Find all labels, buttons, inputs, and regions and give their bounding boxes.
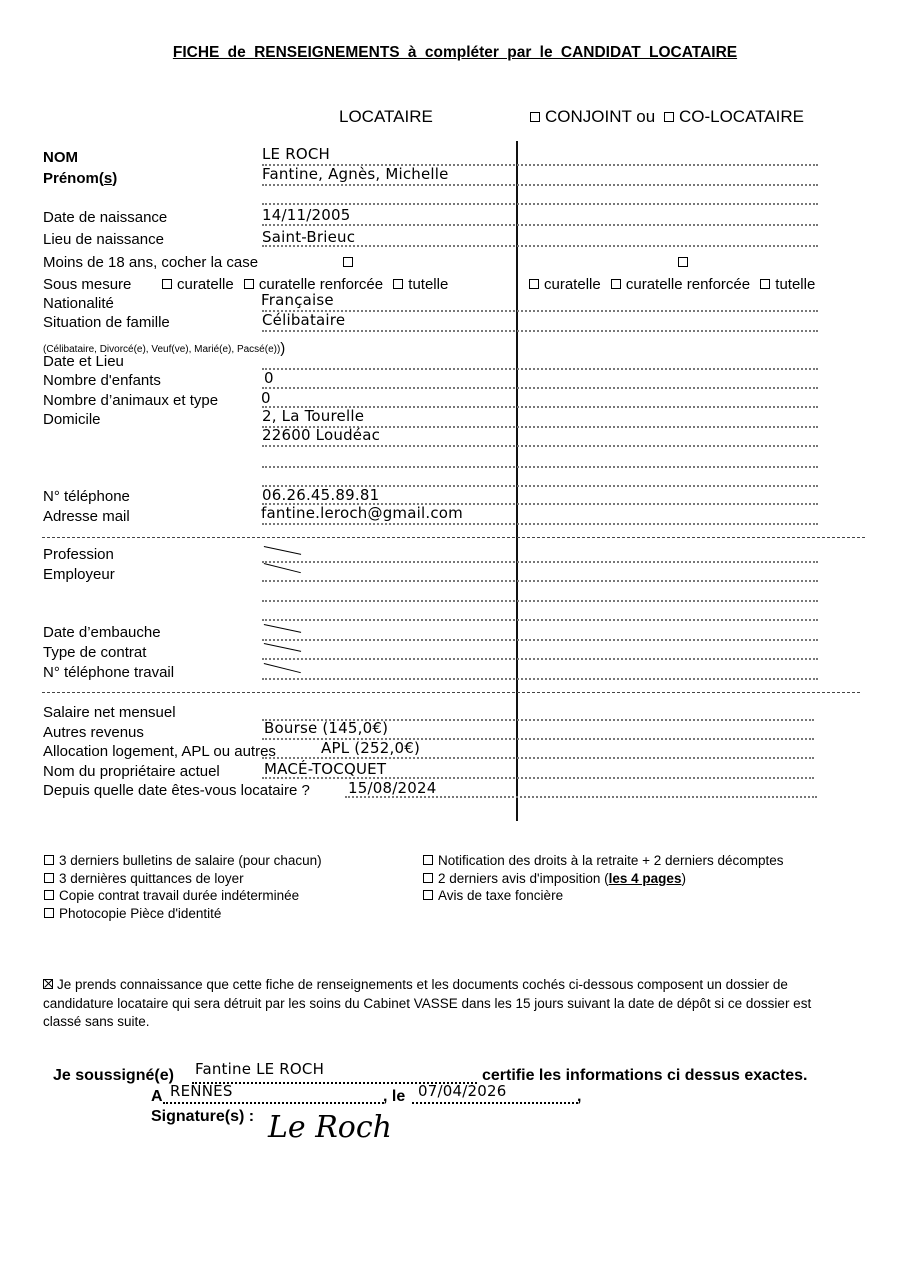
dotted-line-tel-travail (262, 678, 818, 680)
mesure-options-locataire: curatelle curatelle renforcée tutelle (162, 276, 448, 293)
label-sous-mesure: Sous mesure (43, 276, 132, 293)
dotted-line-situation (262, 330, 818, 332)
value-soussigne[interactable]: Fantine LE ROCH (195, 1060, 325, 1078)
dotted-line-employeur (262, 580, 818, 582)
dotted-line-domicile-3 (262, 466, 818, 468)
a-label: A (151, 1088, 163, 1105)
signature-label: Signature(s) : (151, 1108, 255, 1125)
dotted-line-nationalite (262, 310, 818, 312)
section-separator-2 (42, 692, 860, 693)
label-depuis: Depuis quelle date êtes-vous locataire ? (43, 782, 310, 799)
moins-18-checkbox-conjoint[interactable] (678, 257, 688, 267)
colocataire-label: CO-LOCATAIRE (678, 107, 804, 126)
label-nationalite: Nationalité (43, 295, 114, 312)
label-date-lieu: Date et Lieu (43, 353, 124, 370)
not-applicable-stroke-date-embauche (264, 624, 301, 633)
value-animaux[interactable]: 0 (261, 389, 271, 407)
document-checkbox[interactable] (44, 908, 54, 918)
not-applicable-stroke-employeur (264, 563, 301, 573)
label-autres-revenus: Autres revenus (43, 724, 144, 741)
document-item: 3 dernières quittances de loyer (44, 871, 244, 886)
document-checkbox[interactable] (423, 873, 433, 883)
value-nationalite[interactable]: Française (261, 291, 334, 309)
dotted-line-employeur-3 (262, 619, 818, 621)
value-domicile-line2[interactable]: 22600 Loudéac (262, 426, 381, 444)
label-salaire: Salaire net mensuel (43, 704, 176, 721)
dotted-line-employeur-2 (262, 600, 818, 602)
column-header-locataire: LOCATAIRE (339, 107, 433, 126)
dotted-line-date-lieu (262, 368, 818, 370)
label-lieu-naissance: Lieu de naissance (43, 231, 164, 248)
page-title: FICHE de RENSEIGNEMENTS à compléter par le CANDIDAT LOCATAIRE (172, 44, 738, 61)
not-applicable-stroke-profession (264, 546, 301, 555)
value-lieu-naissance[interactable]: Saint-Brieuc (262, 228, 356, 246)
colocataire-checkbox[interactable] (664, 112, 674, 122)
value-allocation[interactable]: APL (252,0€) (321, 739, 421, 757)
value-telephone[interactable]: 06.26.45.89.81 (262, 486, 380, 504)
mesure-options-conjoint: curatelle curatelle renforcée tutelle (529, 276, 815, 293)
curatelle-renforcee-checkbox-conjoint[interactable] (611, 279, 621, 289)
document-checkbox[interactable] (44, 873, 54, 883)
label-mail: Adresse mail (43, 508, 130, 525)
dotted-line-profession (262, 561, 818, 563)
curatelle-renforcee-checkbox-locataire[interactable] (244, 279, 254, 289)
dotted-line-allocation (262, 757, 814, 759)
curatelle-checkbox-conjoint[interactable] (529, 279, 539, 289)
label-proprietaire: Nom du propriétaire actuel (43, 763, 220, 780)
soussigne-label: Je soussigné(e) (53, 1067, 174, 1084)
label-profession: Profession (43, 546, 114, 563)
label-animaux: Nombre d’animaux et type (43, 392, 219, 409)
handwritten-signature[interactable]: Le Roch (268, 1110, 392, 1145)
dotted-line-le (412, 1102, 578, 1104)
dotted-line-domicile-2 (262, 445, 818, 447)
value-date-naissance[interactable]: 14/11/2005 (262, 206, 351, 224)
not-applicable-stroke-type-contrat (264, 643, 301, 652)
situation-hint: (Célibataire, Divorcé(e), Veuf(ve), Marié(e), Pacsé(e))) (43, 340, 286, 357)
document-item: 3 derniers bulletins de salaire (pour chacun) (44, 853, 322, 868)
value-depuis[interactable]: 15/08/2024 (348, 779, 437, 797)
column-header-conjoint (530, 107, 804, 127)
not-applicable-stroke-tel-travail (264, 663, 301, 673)
label-domicile: Domicile (43, 411, 101, 428)
dotted-line-date-naissance (262, 224, 818, 226)
section-separator-1 (42, 537, 865, 538)
dotted-line-prenom-2 (262, 203, 818, 205)
label-situation: Situation de famille (43, 314, 170, 331)
value-a[interactable]: RENNES (170, 1082, 233, 1100)
value-prenom[interactable]: Fantine, Agnès, Michelle (262, 165, 449, 183)
tutelle-checkbox-locataire[interactable] (393, 279, 403, 289)
dotted-line-a (163, 1102, 384, 1104)
le-label: , le (383, 1088, 406, 1105)
label-employeur: Employeur (43, 566, 115, 583)
label-date-embauche: Date d’embauche (43, 624, 161, 641)
dotted-line-type-contrat (262, 658, 818, 660)
document-checkbox[interactable] (44, 890, 54, 900)
document-item: Photocopie Pièce d'identité (44, 906, 221, 921)
label-allocation: Allocation logement, APL ou autres (43, 743, 276, 760)
value-le[interactable]: 07/04/2026 (418, 1082, 507, 1100)
consent-paragraph (43, 976, 823, 1032)
label-prenom: Prénom(s) (43, 170, 118, 187)
value-autres-revenus[interactable]: Bourse (145,0€) (264, 719, 389, 737)
document-item: Avis de taxe foncière (423, 888, 563, 903)
value-enfants[interactable]: 0 (264, 369, 274, 387)
tutelle-checkbox-conjoint[interactable] (760, 279, 770, 289)
certifie-text: certifie les informations ci dessus exactes. (482, 1067, 808, 1084)
value-nom[interactable]: LE ROCH (262, 145, 330, 163)
label-date-naissance: Date de naissance (43, 209, 168, 226)
conjoint-label: CONJOINT ou (545, 107, 656, 126)
label-telephone: N° téléphone (43, 488, 130, 505)
label-enfants: Nombre d'enfants (43, 372, 161, 389)
value-mail[interactable]: fantine.leroch@gmail.com (261, 504, 463, 522)
document-item: 2 derniers avis d'imposition (les 4 pages) (423, 871, 686, 886)
value-domicile-line1[interactable]: 2, La Tourelle (262, 407, 365, 425)
label-tel-travail: N° téléphone travail (43, 664, 175, 681)
value-situation[interactable]: Célibataire (262, 311, 346, 329)
consent-text: Je prends connaissance que cette fiche de renseignements et les documents cochés ci-dessous composent un dossier de candidature locataire qui sera détruit par les soins du Cabinet VASSE dans les 15 jours suivant la date de dépôt si ce dossier est classé sans suite. (43, 977, 812, 1029)
conjoint-checkbox[interactable] (530, 112, 540, 122)
document-checkbox[interactable] (423, 855, 433, 865)
document-checkbox[interactable] (44, 855, 54, 865)
document-item: Notification des droits à la retraite + 2 derniers décomptes (423, 853, 784, 868)
label-type-contrat: Type de contrat (43, 644, 147, 661)
dotted-line-mail (262, 523, 818, 525)
moins-18-checkbox-locataire[interactable] (343, 257, 353, 267)
label-moins-18: Moins de 18 ans, cocher la case (43, 254, 259, 271)
label-nom: NOM (43, 149, 78, 166)
consent-checkbox-checked[interactable] (43, 979, 53, 989)
document-item: Copie contrat travail durée indéterminée (44, 888, 299, 903)
dotted-line-prenom (262, 184, 818, 186)
value-proprietaire[interactable]: MACÉ-TOCQUET (264, 760, 387, 778)
document-checkbox[interactable] (423, 890, 433, 900)
le-trailing-comma: , (577, 1088, 582, 1105)
dotted-line-enfants (262, 387, 818, 389)
dotted-line-date-embauche (262, 639, 818, 641)
curatelle-checkbox-locataire[interactable] (162, 279, 172, 289)
